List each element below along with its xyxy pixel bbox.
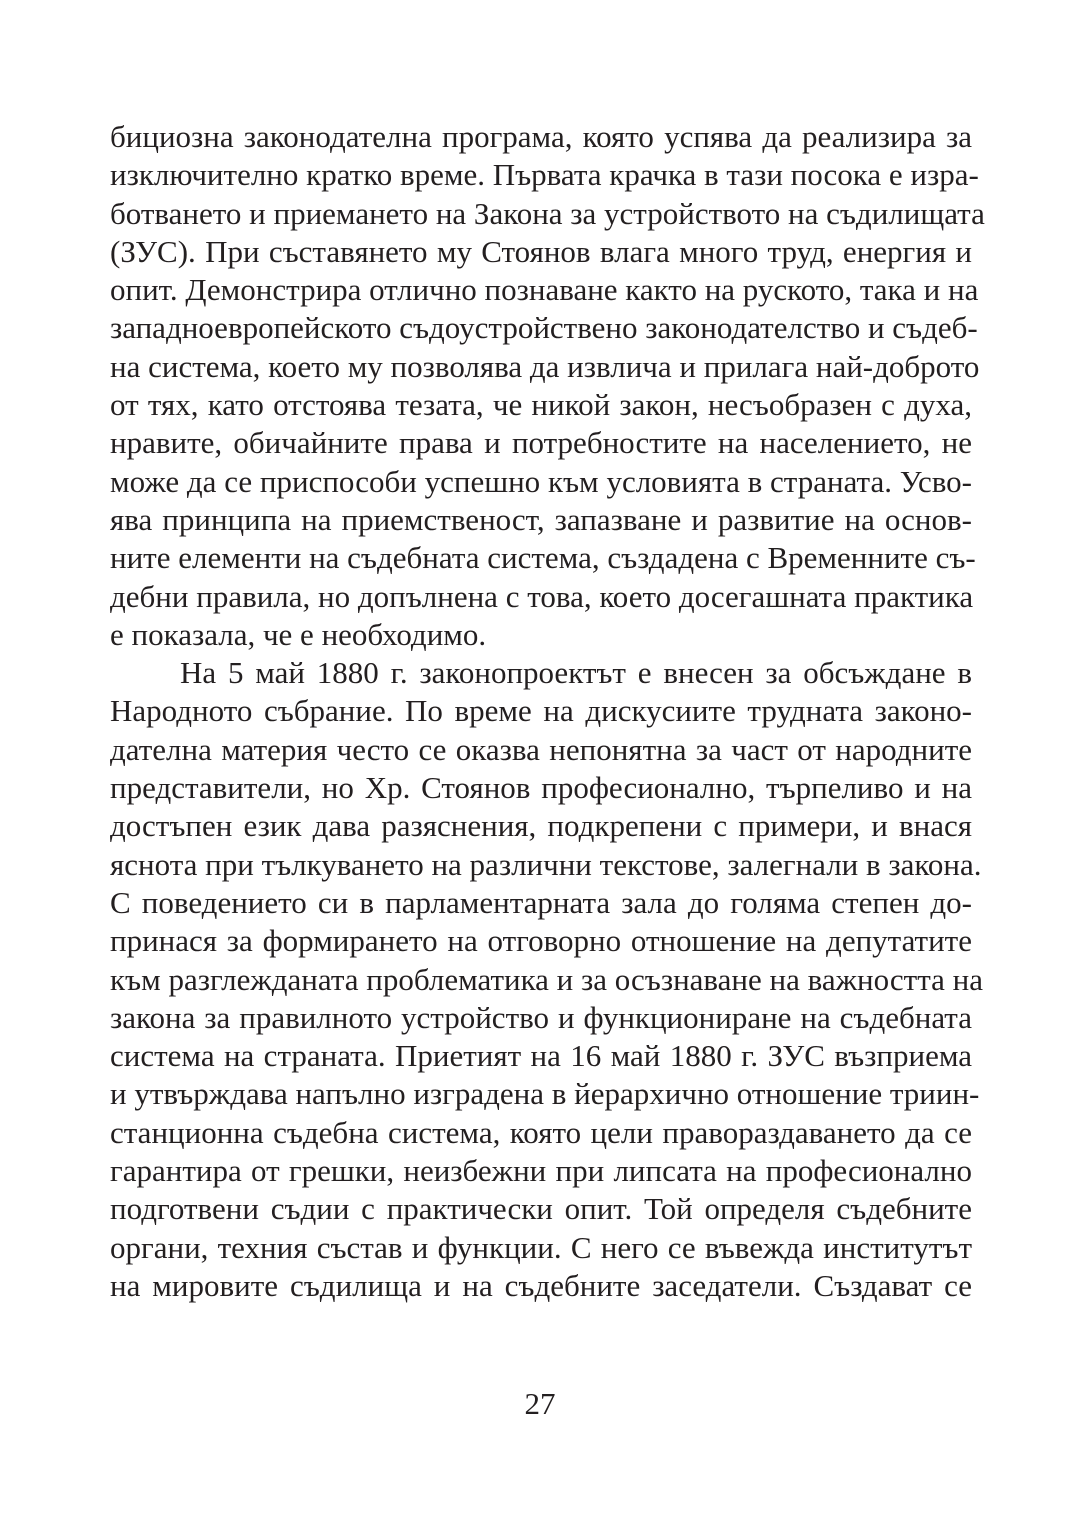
text-line: достъпен език дава разяснения, подкрепени с примери, и внася	[110, 808, 972, 844]
text-line: на мировите съдилища и на съдебните заседатели. Създават се	[110, 1267, 972, 1303]
text-line: представители, но Хр. Стоянов професионално, търпеливо и на	[110, 770, 972, 806]
text-line: гарантира от грешки, неизбежни при липсата на професионално	[110, 1153, 972, 1189]
text-line: ява принципа на приемственост, запазване и развитие на основ-	[110, 501, 972, 537]
text-line: от тях, като отстоява тезата, че никой закон, несъобразен с духа,	[110, 387, 972, 423]
text-line: на система, което му позволява да извлича и прилага най-доброто	[110, 348, 980, 384]
text-line: С поведението си в парламентарната зала до голяма степен до-	[110, 884, 972, 920]
text-line: Народното събрание. По време на дискусиите трудната законо-	[110, 693, 972, 729]
text-line: принася за формирането на отговорно отношение на депутатите	[110, 923, 972, 959]
text-line: закона за правилното устройство и функциониране на съдебната	[110, 999, 972, 1035]
text-line: изключително кратко време. Първата крачка в тази посока е изра-	[110, 157, 979, 193]
text-line: ботването и приемането на Закона за устройството на съдилищата	[110, 195, 985, 231]
text-line: яснота при тълкуването на различни текстове, залегнали в закона.	[110, 846, 982, 882]
text-line: система на страната. Приетият на 16 май 1880 г. ЗУС възприема	[110, 1038, 972, 1074]
text-line: (ЗУС). При съставянето му Стоянов влага много труд, енергия и	[110, 233, 972, 269]
text-line: и утвърждава напълно изградена в йерархично отношение триин-	[110, 1076, 980, 1112]
text-line: дателна материя често се оказва непонятна за част от народните	[110, 731, 972, 767]
text-line: може да се приспособи успешно към условията в страната. Усво-	[110, 463, 972, 499]
text-line: към разглежданата проблематика и за осъзнаване на важността на	[110, 961, 983, 997]
text-line: е показала, че е необходимо.	[110, 616, 487, 652]
text-line: опит. Демонстрира отлично познаване както на руското, така и на	[110, 272, 979, 308]
paragraph-2	[110, 654, 983, 1305]
text-line: подготвени съдии с практически опит. Той определя съдебните	[110, 1191, 972, 1227]
page-number: 27	[524, 1386, 556, 1421]
page-body	[110, 118, 985, 1305]
text-line: нравите, обичайните права и потребностите на населението, не	[110, 425, 972, 461]
text-line: ните елементи на съдебната система, създадена с Временните съ-	[110, 540, 976, 576]
text-line: западноевропейското съдоустройствено законодателство и съдеб-	[110, 310, 978, 346]
text-line: органи, техния състав и функции. С него се въвежда институтът	[110, 1229, 972, 1265]
text-line: бициозна законодателна програма, която успява да реализира за	[110, 119, 972, 154]
paragraph-1	[110, 118, 985, 654]
text-line: На 5 май 1880 г. законопроектът е внесен за обсъждане в	[180, 655, 972, 691]
text-line: станционна съдебна система, която цели правораздаването да се	[110, 1114, 972, 1150]
text-line: дебни правила, но допълнена с това, което досегашната практика	[110, 578, 974, 614]
